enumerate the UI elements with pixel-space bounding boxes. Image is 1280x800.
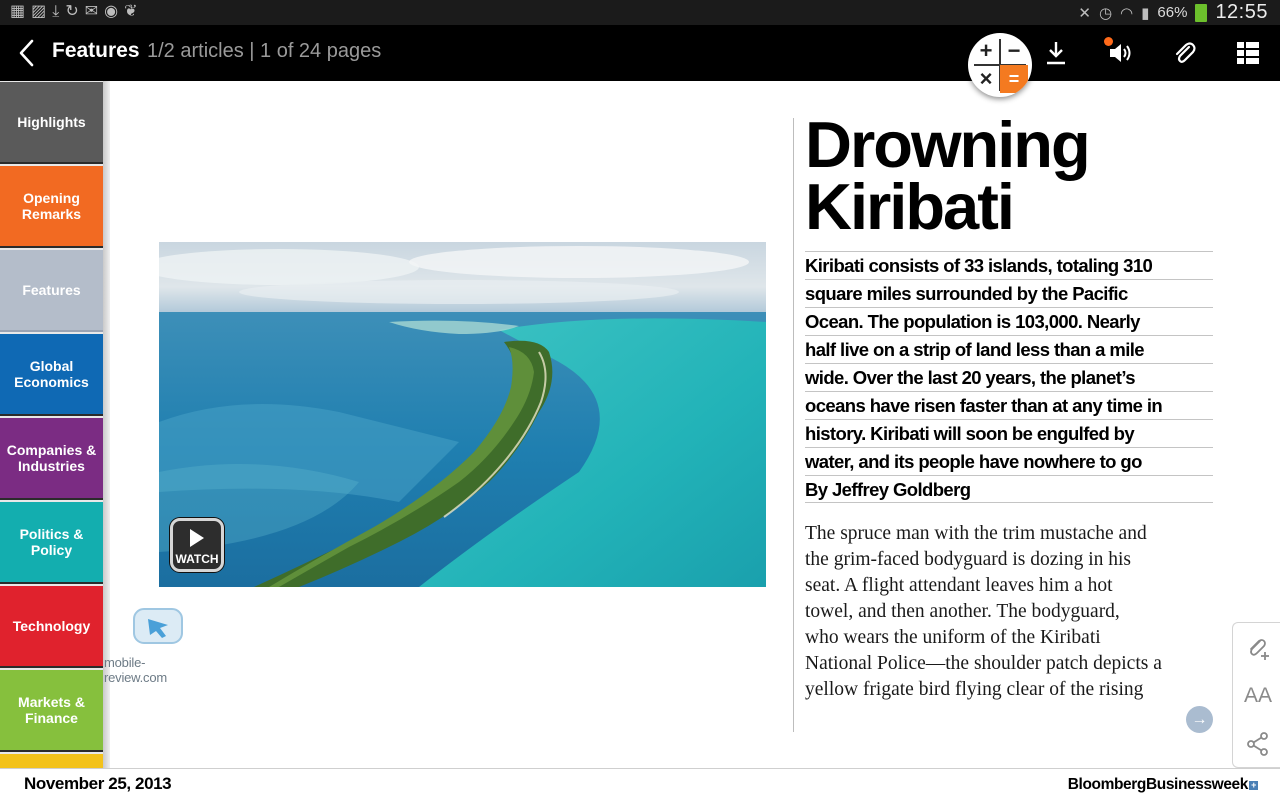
audio-badge bbox=[1104, 37, 1113, 46]
article-hero-image[interactable] bbox=[159, 242, 766, 587]
battery-icon bbox=[1195, 4, 1207, 22]
article-headline bbox=[805, 108, 1225, 243]
tab-label: Politics & Policy bbox=[19, 526, 84, 558]
body-line: National Police—the shoulder patch depicts a bbox=[805, 653, 1162, 674]
font-size-button[interactable] bbox=[1243, 681, 1273, 711]
back-icon bbox=[14, 37, 40, 69]
signal-icon: ▮ bbox=[1141, 4, 1150, 22]
watch-label: WATCH bbox=[175, 552, 219, 566]
deck-line: square miles surrounded by the Pacific bbox=[805, 279, 1213, 307]
tab-opening-remarks[interactable] bbox=[0, 166, 103, 248]
mute-icon: ✕ bbox=[1078, 4, 1091, 22]
deck-line: Ocean. The population is 103,000. Nearly bbox=[805, 307, 1213, 335]
headline-line: Drowning bbox=[805, 108, 1089, 181]
tab-next-partial[interactable] bbox=[0, 754, 103, 768]
twitter-notification-icon: ❦ bbox=[124, 3, 138, 20]
sync-notification-icon: ↻ bbox=[65, 3, 79, 20]
tab-markets-finance[interactable] bbox=[0, 670, 103, 752]
deck-line: oceans have risen faster than at any time in bbox=[805, 391, 1213, 419]
column-divider bbox=[793, 118, 794, 732]
article-deck bbox=[805, 251, 1213, 503]
share-button[interactable] bbox=[1243, 729, 1273, 759]
wifi-icon: ◠ bbox=[1120, 4, 1134, 22]
watermark bbox=[104, 603, 208, 685]
tab-companies-industries[interactable] bbox=[0, 418, 103, 500]
next-page-button[interactable] bbox=[1186, 706, 1213, 733]
tab-label: Highlights bbox=[17, 114, 86, 130]
deck-line: water, and its people have nowhere to go bbox=[805, 447, 1213, 475]
body-line: yellow frigate bird flying clear of the rising bbox=[805, 679, 1144, 700]
add-attachment-button[interactable] bbox=[1243, 633, 1273, 663]
audio-button[interactable] bbox=[1104, 37, 1136, 69]
tab-label: Technology bbox=[12, 618, 91, 634]
island-photo bbox=[159, 242, 766, 587]
watermark-text: mobile-review.com bbox=[104, 655, 168, 685]
body-line: The spruce man with the trim mustache and bbox=[805, 523, 1147, 544]
notification-icons bbox=[10, 2, 138, 22]
download-notification-icon: ⤓ bbox=[52, 3, 60, 20]
multiply-icon: × bbox=[979, 66, 993, 91]
grid-menu-icon bbox=[1234, 39, 1262, 67]
minus-icon: − bbox=[1007, 38, 1021, 63]
equals-icon: = bbox=[1000, 65, 1028, 93]
tab-global-economics[interactable] bbox=[0, 334, 103, 416]
chat-notification-icon: ◉ bbox=[104, 3, 119, 20]
play-icon bbox=[190, 529, 204, 547]
download-button[interactable] bbox=[1040, 37, 1072, 69]
body-line: who wears the uniform of the Kiribati bbox=[805, 627, 1101, 648]
deck-line: history. Kiribati will soon be engulfed by bbox=[805, 419, 1213, 447]
system-status bbox=[1078, 0, 1268, 25]
body-line: the grim-faced bodyguard is dozing in his bbox=[805, 549, 1132, 570]
tab-politics-policy[interactable] bbox=[0, 502, 103, 584]
deck-line: Kiribati consists of 33 islands, totaling 310 bbox=[805, 251, 1213, 279]
tab-technology[interactable] bbox=[0, 586, 103, 668]
tab-label: Features bbox=[22, 282, 81, 298]
arrow-right-icon: → bbox=[1191, 710, 1208, 728]
battery-percentage: 66% bbox=[1157, 4, 1188, 21]
deck-line: wide. Over the last 20 years, the planet’s bbox=[805, 363, 1213, 391]
mail-notification-icon: ✉ bbox=[84, 3, 99, 20]
body-line: towel, and then another. The bodyguard, bbox=[805, 601, 1120, 622]
article-body bbox=[805, 521, 1217, 703]
back-button[interactable] bbox=[14, 37, 40, 69]
page-indicator: 1/2 articles | 1 of 24 pages bbox=[147, 40, 382, 62]
brand-name: BloombergBusinessweek bbox=[1067, 776, 1248, 793]
section-title: Features bbox=[52, 39, 140, 62]
tab-label: Markets & Finance bbox=[18, 694, 85, 726]
grid-menu-button[interactable] bbox=[1232, 37, 1264, 69]
clock: 12:55 bbox=[1215, 1, 1268, 23]
tab-label: Opening Remarks bbox=[21, 190, 82, 222]
app-top-bar bbox=[0, 25, 1280, 81]
brand-logo bbox=[1068, 776, 1258, 794]
watch-video-button[interactable] bbox=[170, 518, 224, 572]
attachment-icon bbox=[1170, 39, 1198, 67]
tab-label: Companies & Industries bbox=[6, 442, 97, 474]
headline-line: Kiribati bbox=[805, 170, 1013, 243]
brand-plus-icon: + bbox=[1249, 781, 1258, 790]
image-notification-icon: ▨ bbox=[31, 3, 47, 20]
issue-date: November 25, 2013 bbox=[24, 774, 172, 793]
alarm-icon: ◷ bbox=[1098, 4, 1113, 22]
watermark-logo-icon bbox=[130, 605, 186, 649]
status-bar bbox=[0, 0, 1280, 25]
deck-line: half live on a strip of land less than a mile bbox=[805, 335, 1213, 363]
tab-highlights[interactable] bbox=[0, 82, 103, 164]
reader-tools-panel bbox=[1232, 622, 1280, 768]
plus-icon: + bbox=[979, 38, 993, 63]
body-line: seat. A flight attendant leaves him a hot bbox=[805, 575, 1113, 596]
calendar-notification-icon: ▦ bbox=[10, 3, 26, 20]
tab-features[interactable] bbox=[0, 250, 103, 332]
attachment-button[interactable] bbox=[1168, 37, 1200, 69]
tab-label: Global Economics bbox=[14, 358, 89, 390]
add-attachment-icon bbox=[1245, 635, 1271, 661]
download-icon bbox=[1042, 39, 1070, 67]
calculator-widget[interactable] bbox=[968, 33, 1032, 97]
issue-footer bbox=[0, 768, 1280, 800]
font-size-icon: AA bbox=[1243, 684, 1272, 707]
share-icon bbox=[1245, 731, 1271, 757]
article-byline: By Jeffrey Goldberg bbox=[805, 475, 1213, 503]
